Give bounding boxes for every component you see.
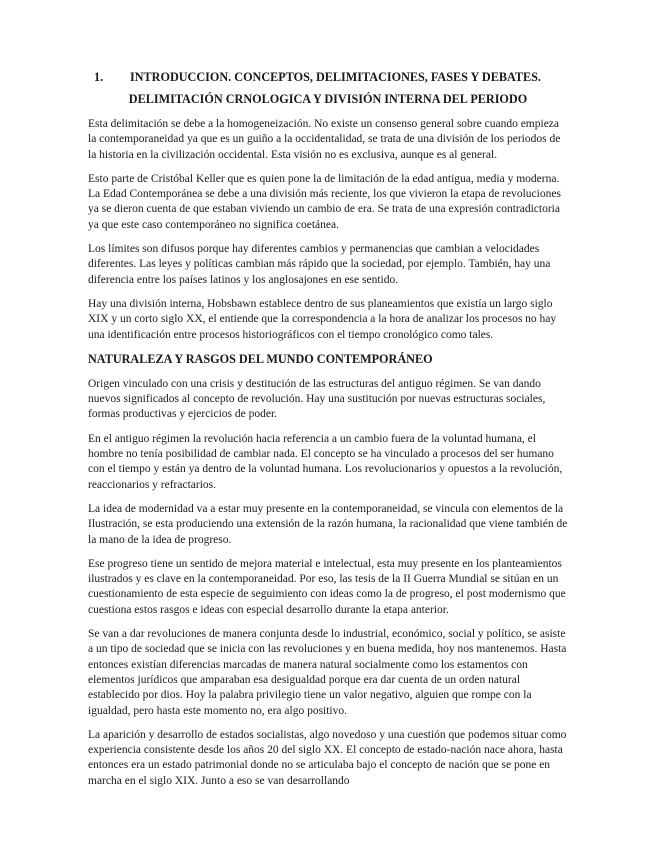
paragraph: Esta delimitación se debe a la homogeneización. No existe un consenso general sobre cuando empieza la contemporaneidad ya que es un guiño a la occidentalidad, se trata de una división de los periodos de la historia en la civilización occidental. Esta visión no es exclusiva, aunque es al general. — [88, 118, 561, 161]
document-page — [88, 70, 568, 798]
paragraph: Hay una división interna, Hobsbawn establece dentro de sus planeamientos que existía un largo siglo XIX y un corto siglo XX, el entiende que la correspondencia a la hora de analizar los procesos no hay una identificación entre procesos historiográficos con el tiempo cronológico como tales. — [88, 297, 557, 341]
paragraph: Se van a dar revoluciones de manera conjunta desde lo industrial, económico, social y político, se asiste a un tipo de sociedad que se inicia con las revoluciones y en buena medida, hoy nos mantenemos. Hasta entonces existían diferencias marcadas de manera natural socialmente como los estamentos con elementos jurídicos que amparaban esa desigualdad porque era dar cuenta de un orden natural establecido por dios. Hoy la palabra privilegio tiene un valor negativo, alguien que rompe con la igualdad, pero hasta este momento no, era algo positivo. — [88, 628, 567, 717]
chapter-number: 1. — [94, 70, 104, 84]
paragraph: Esto parte de Cristóbal Keller que es quien pone la de limitación de la edad antigua, media y moderna. La Edad Contemporánea se debe a una división más reciente, los que vivieron la etapa de revoluciones ya se dieron cuenta de que estaban viviendo un cambio de era. Se trata de una expresión contradictoria ya que este caso contemporáneo no significa coetánea. — [88, 172, 561, 231]
paragraph: Los límites son difusos porque hay diferentes cambios y permanencias que cambian a velocidades diferentes. Las leyes y políticas cambian más rápido que la sociedad, por ejemplo. También, hay una diferencia entre los países latinos y los anglosajones en ese sentido. — [88, 243, 551, 286]
paragraph: La aparición y desarrollo de estados socialistas, algo novedoso y una cuestión que podemos situar como experiencia consistente desde los años 20 del siglo XX. El concepto de estado-nación nace ahora, hasta entonces era un estado patrimonial donde no se articulaba bajo el concepto de nación que se pone en marcha en el siglo XIX. Junto a eso se van desarrollando — [88, 728, 567, 787]
chapter-title: INTRODUCCION. CONCEPTOS, DELIMITACIONES, FASES Y DEBATES. — [130, 70, 541, 84]
chapter-heading — [88, 70, 568, 85]
paragraph: Origen vinculado con una crisis y destitución de las estructuras del antiguo régimen. Se van dando nuevos significados al concepto de revolución. Hay una sustitución por nuevas estructuras sociales, formas productivas y ejercicios de poder. — [88, 377, 546, 421]
paragraph: Ese progreso tiene un sentido de mejora material e intelectual, esta muy presente en los planteamientos ilustrados y es clave en la contemporaneidad. Por eso, las tesis de la II Guerra Mundial se sitúan en un cuestionamiento de esta especie de seguimiento con ideas como la de progreso, el post modernismo que cuestiona estos rasgos e ideas con especial desarrollo durante la etapa anterior. — [88, 557, 566, 616]
paragraph: La idea de modernidad va a estar muy presente en la contemporaneidad, se vincula con elementos de la Ilustración, se esta produciendo una extensión de la razón humana, la racionalidad que viene también de la mano de la idea de progreso. — [88, 502, 568, 546]
section-subheading: DELIMITACIÓN CRNOLOGICA Y DIVISIÓN INTERNA DEL PERIODO — [128, 92, 528, 106]
section-heading: NATURALEZA Y RASGOS DEL MUNDO CONTEMPORÁNEO — [88, 351, 433, 366]
paragraph: En el antiguo régimen la revolución hacia referencia a un cambio fuera de la voluntad humana, el hombre no tenía posibilidad de cambiar nada. El concepto se ha vinculado a procesos del ser humano con el tiempo y están ya dentro de la voluntad humana. Los revolucionarios y opuestos a la revolución, reaccionarios y refractarios. — [88, 432, 563, 491]
